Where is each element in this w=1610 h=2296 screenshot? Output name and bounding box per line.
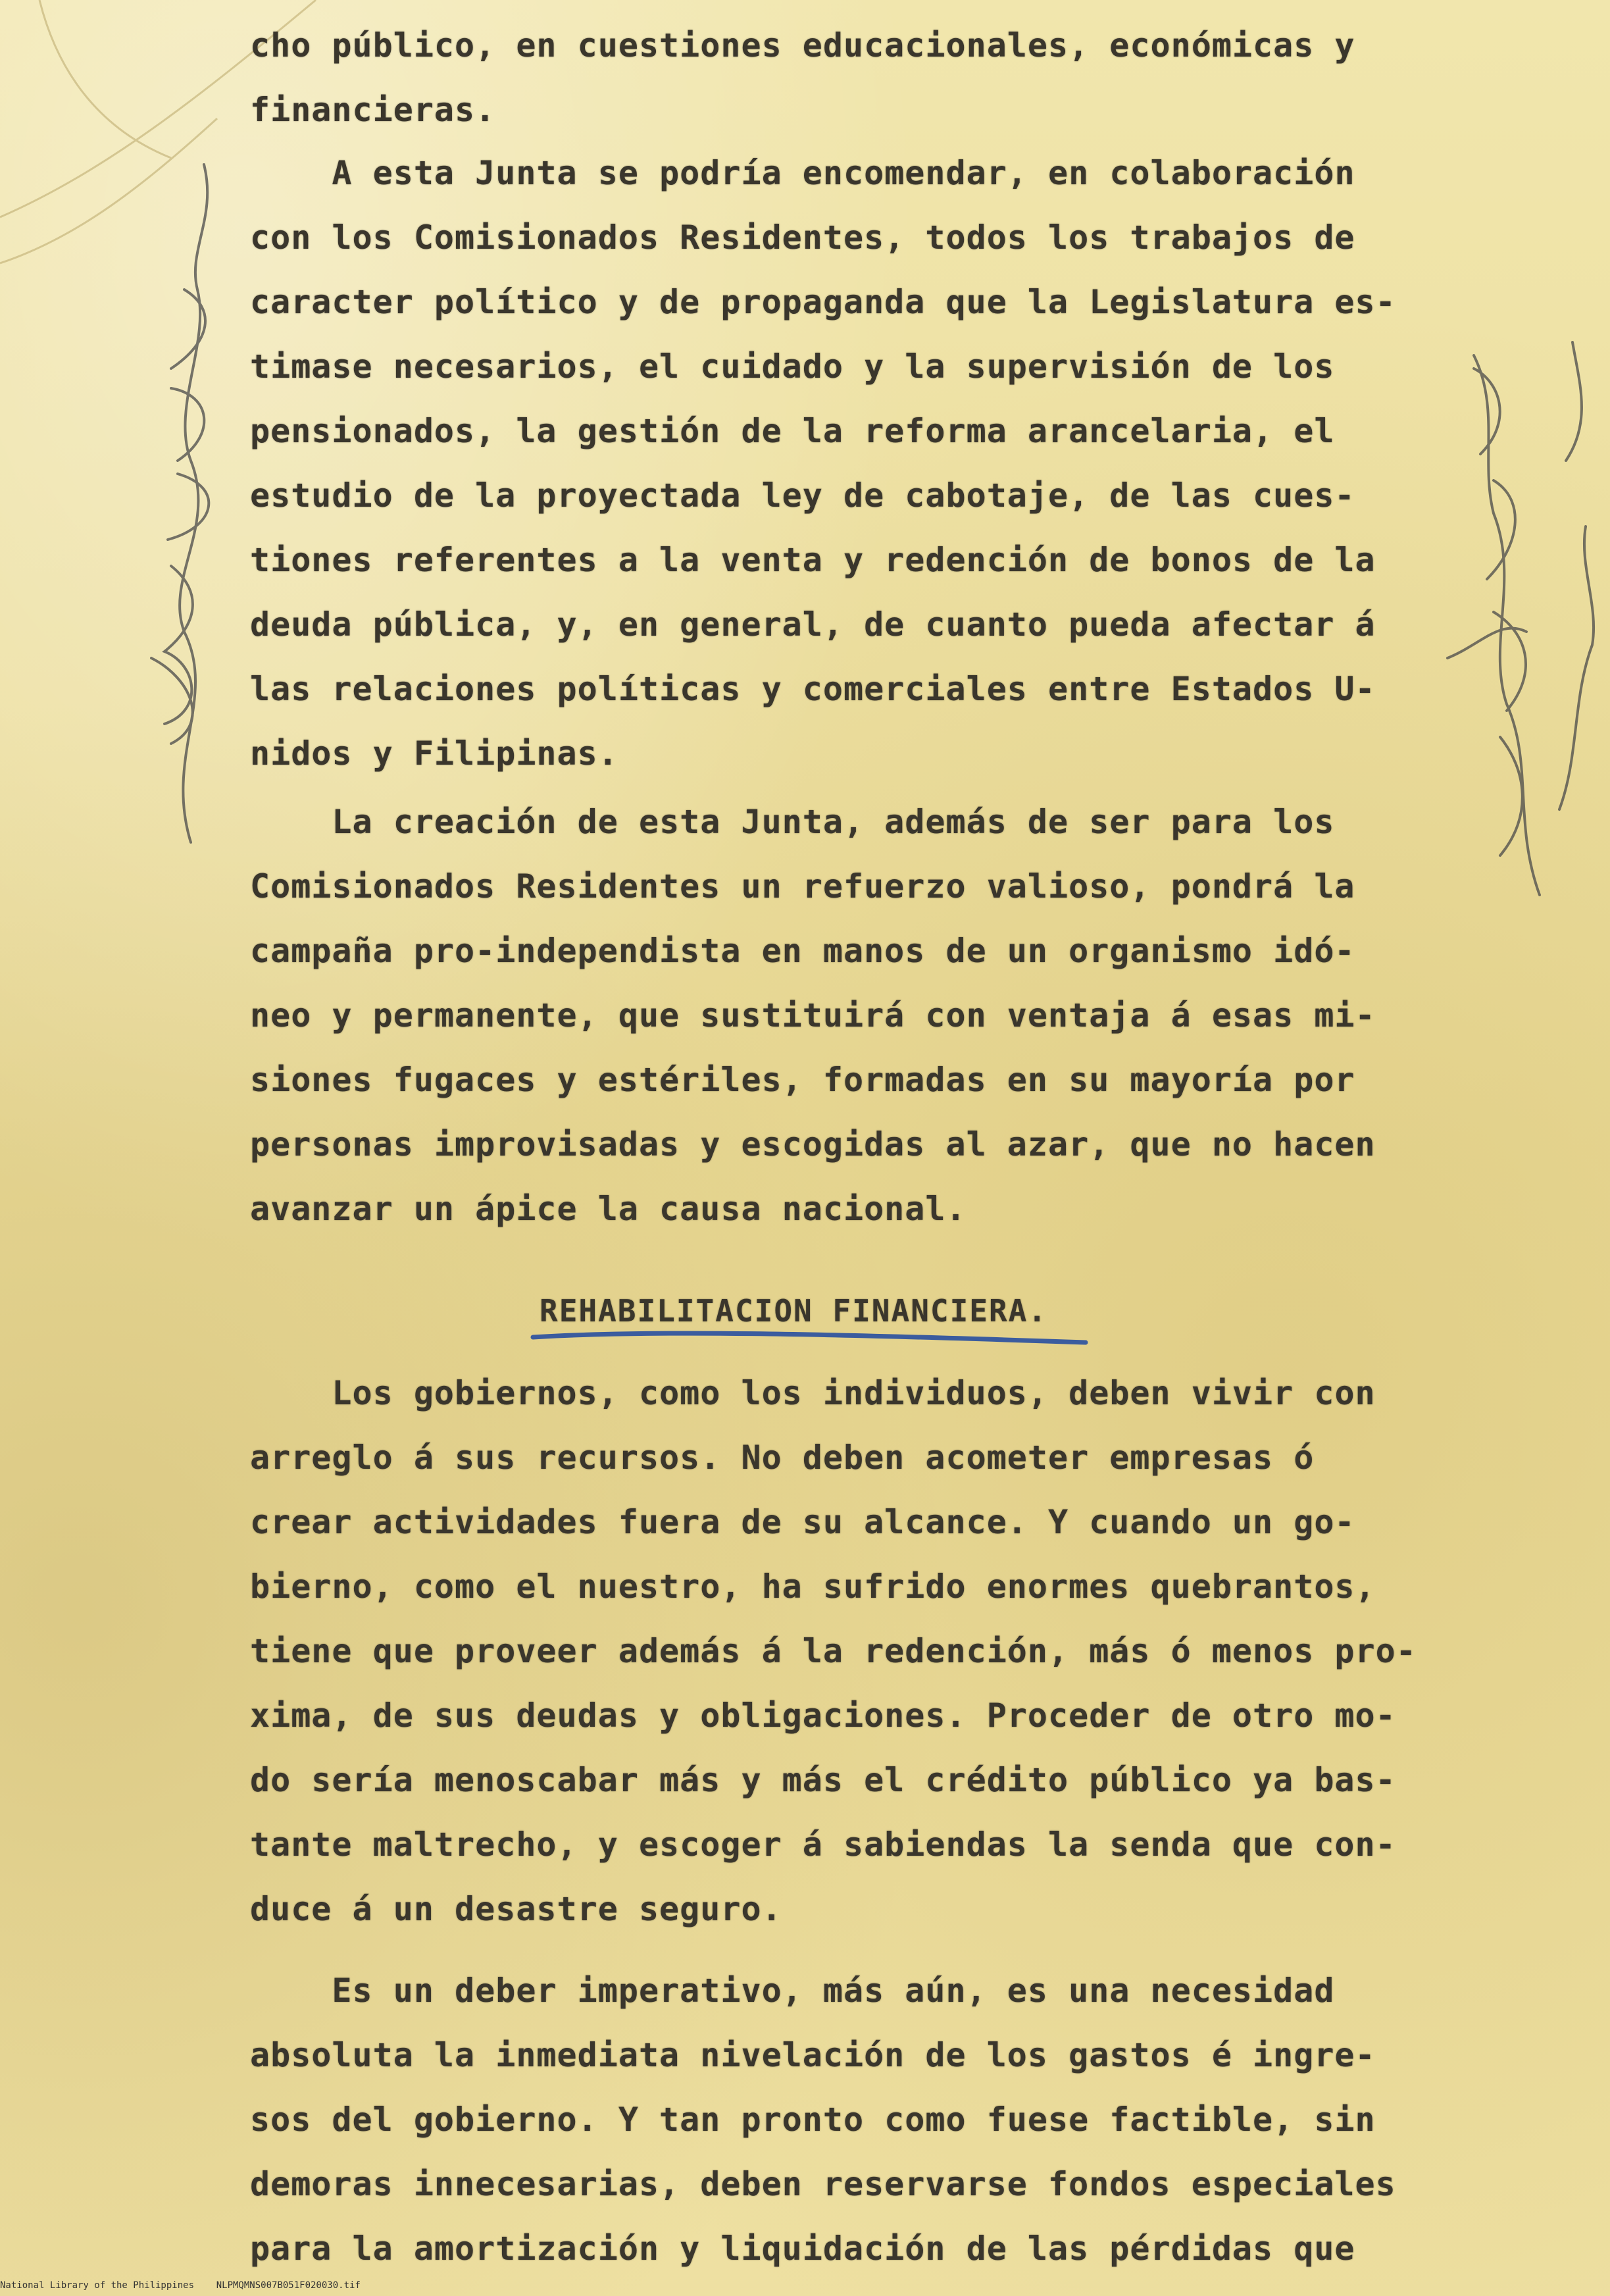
blue-pencil-underline bbox=[526, 1323, 1092, 1349]
text-line: cho público, en cuestiones educacionales, económicas y bbox=[250, 26, 1355, 64]
text-line: tiones referentes a la venta y redención de bonos de la bbox=[250, 541, 1376, 579]
text-line: deuda pública, y, en general, de cuanto pueda afectar á bbox=[250, 605, 1376, 644]
paragraph-3 bbox=[250, 790, 1395, 1241]
text-line: nidos y Filipinas. bbox=[250, 734, 618, 773]
text-line: La creación de esta Junta, además de ser para los bbox=[332, 803, 1335, 841]
paragraph-2 bbox=[250, 141, 1395, 786]
text-line: tante maltrecho, y escoger á sabiendas la senda que con- bbox=[250, 1825, 1396, 1864]
text-line: absoluta la inmediata nivelación de los gastos é ingre- bbox=[250, 2036, 1376, 2074]
paragraph-1 bbox=[250, 13, 1395, 142]
archive-footer: National Library of the Philippines NLPMQMNS007B051F020030.tif bbox=[0, 2280, 361, 2291]
text-line: pensionados, la gestión de la reforma arancelaria, el bbox=[250, 412, 1335, 450]
text-line: A esta Junta se podría encomendar, en colaboración bbox=[332, 154, 1355, 192]
text-line: crear actividades fuera de su alcance. Y cuando un go- bbox=[250, 1503, 1355, 1541]
text-line: estudio de la proyectada ley de cabotaje, de las cues- bbox=[250, 476, 1355, 515]
text-line: demoras innecesarias, deben reservarse fondos especiales bbox=[250, 2165, 1396, 2203]
paragraph-4 bbox=[250, 1361, 1417, 1941]
text-line: para la amortización y liquidación de las pérdidas que bbox=[250, 2230, 1355, 2268]
section-heading: REHABILITACION FINANCIERA. bbox=[540, 1293, 1048, 1329]
text-line: bierno, como el nuestro, ha sufrido enormes quebrantos, bbox=[250, 1568, 1376, 1606]
text-line: personas improvisadas y escogidas al azar, que no hacen bbox=[250, 1125, 1376, 1163]
text-line: las relaciones políticas y comerciales entre Estados U- bbox=[250, 670, 1376, 708]
text-line: campaña pro-independista en manos de un organismo idó- bbox=[250, 932, 1355, 970]
text-line: duce á un desastre seguro. bbox=[250, 1890, 782, 1928]
text-line: xima, de sus deudas y obligaciones. Proceder de otro mo- bbox=[250, 1696, 1396, 1735]
text-line: neo y permanente, que sustituirá con ventaja á esas mi- bbox=[250, 996, 1376, 1034]
text-line: Comisionados Residentes un refuerzo valioso, pondrá la bbox=[250, 867, 1355, 906]
text-line: avanzar un ápice la causa nacional. bbox=[250, 1190, 967, 1228]
right-margin-note bbox=[1447, 342, 1594, 895]
text-line: arreglo á sus recursos. No deben acometer empresas ó bbox=[250, 1439, 1315, 1477]
text-line: caracter político y de propaganda que la Legislatura es- bbox=[250, 283, 1396, 321]
left-margin-scribble bbox=[151, 165, 209, 842]
text-line: Es un deber imperativo, más aún, es una necesidad bbox=[332, 1972, 1335, 2010]
text-line: siones fugaces y estériles, formadas en su mayoría por bbox=[250, 1061, 1355, 1099]
text-line: tiene que proveer además á la redención, más ó menos pro- bbox=[250, 1632, 1417, 1670]
paragraph-5 bbox=[250, 1958, 1395, 2281]
text-line: do sería menoscabar más y más el crédito público ya bas- bbox=[250, 1761, 1396, 1799]
text-line: Los gobiernos, como los individuos, deben vivir con bbox=[332, 1374, 1376, 1412]
text-line: con los Comisionados Residentes, todos los trabajos de bbox=[250, 218, 1355, 257]
text-line: sos del gobierno. Y tan pronto como fuese factible, sin bbox=[250, 2101, 1376, 2139]
text-line: timase necesarios, el cuidado y la supervisión de los bbox=[250, 347, 1335, 386]
text-line: financieras. bbox=[250, 91, 496, 129]
